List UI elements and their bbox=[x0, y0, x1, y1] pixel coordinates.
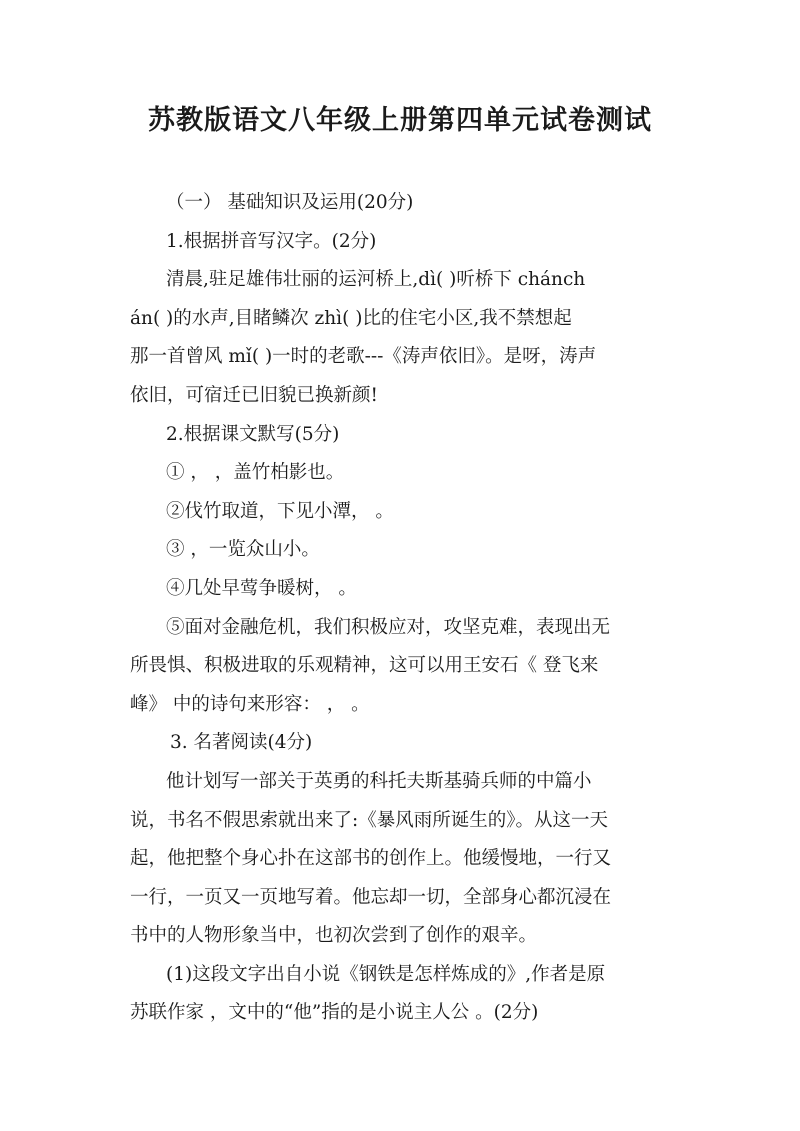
recitation-item-5: ⑤面对金融危机，我们积极应对，攻坚克难，表现出无 bbox=[166, 616, 611, 638]
recitation-item-1: ① ， ，盖竹柏影也。 bbox=[166, 462, 345, 484]
sub-question-1: (1)这段文字出自小说《钢铁是怎样炼成的》,作者是原 bbox=[166, 963, 606, 985]
recitation-item-3: ③ ，一览众山小。 bbox=[166, 539, 320, 561]
recitation-item-2: ②伐竹取道，下见小潭， 。 bbox=[166, 500, 394, 522]
reading-passage-line: 他计划写一部关于英勇的科托夫斯基骑兵师的中篇小 bbox=[166, 770, 592, 792]
reading-passage-line: 起，他把整个身心扑在这部书的创作上。他缓慢地，一行又 bbox=[130, 848, 612, 870]
sub-question-1-cont: 苏联作家 ，文中的“他”指的是小说主人公 。(2分) bbox=[130, 1002, 539, 1024]
section-heading-basics: （一） 基础知识及运用(20分) bbox=[166, 192, 414, 213]
paragraph-line: 峰》 中的诗句来形容： ， 。 bbox=[130, 693, 370, 715]
page-title: 苏教版语文八年级上册第四单元试卷测试 bbox=[148, 105, 652, 136]
recitation-item-4: ④几处早莺争暖树， 。 bbox=[166, 577, 357, 599]
paragraph-line: 所畏惧、积极进取的乐观精神，这可以用王安石《 登飞来 bbox=[130, 655, 599, 677]
paragraph-line: 那一首曾风 mǐ( )一时的老歌---《涛声依旧》。是呀，涛声 bbox=[130, 346, 597, 368]
reading-passage-line: 书中的人物形象当中，也初次尝到了创作的艰辛。 bbox=[130, 925, 538, 947]
question-1-heading: 1.根据拼音写汉字。(2分) bbox=[166, 230, 377, 252]
paragraph-line: 清晨,驻足雄伟壮丽的运河桥上,dì( )听桥下 chánch bbox=[166, 269, 586, 291]
paragraph-line: án( )的水声,目睹鳞次 zhì( )比的住宅小区,我不禁想起 bbox=[130, 307, 572, 329]
paragraph-line: 依旧，可宿迁已旧貌已换新颜! bbox=[130, 384, 378, 406]
document-body bbox=[130, 184, 678, 1033]
question-3-heading: 3. 名著阅读(4分) bbox=[170, 732, 313, 754]
reading-passage-line: 一行，一页又一页地写着。他忘却一切，全部身心都沉浸在 bbox=[130, 886, 612, 908]
reading-passage-line: 说，书名不假思索就出来了:《暴风雨所诞生的》。从这一天 bbox=[130, 809, 608, 831]
question-2-heading: 2.根据课文默写(5分) bbox=[166, 423, 340, 445]
